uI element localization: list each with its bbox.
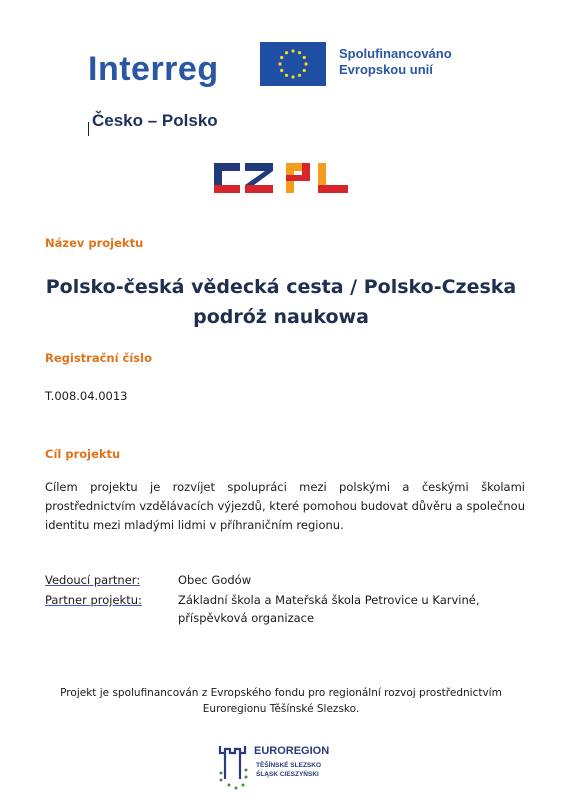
- lead-partner-label: [45, 573, 140, 587]
- registration-number: T.008.04.0013: [45, 389, 128, 403]
- eu-text-line2: Evropskou unií: [339, 62, 433, 77]
- funding-note-line1: Projekt je spolufinancován z Evropského fondu pro regionální rozvoj prostřednictvím: [60, 687, 502, 699]
- registration-label: Registrační číslo: [45, 351, 152, 365]
- project-name-label: Název projektu: [45, 236, 144, 250]
- text-cursor: [88, 122, 89, 136]
- program-name: Česko – Polsko: [92, 111, 218, 130]
- project-partner-label-text: Partner projektu:: [45, 593, 142, 607]
- project-title: [40, 272, 522, 332]
- euroregion-subtitle: [256, 761, 321, 779]
- project-partner-label: [45, 593, 142, 607]
- project-title-line2: podróż naukowa: [193, 306, 369, 328]
- project-partner-value-line2: příspěvková organizace: [178, 611, 315, 625]
- eu-flag-icon: [260, 42, 326, 86]
- project-title-line1: Polsko-česká vědecká cesta / Polsko-Czeska: [45, 276, 517, 298]
- funding-note-line2: Euroregionu Těšínské Slezsko.: [202, 703, 360, 715]
- eu-cofunding-text: [339, 46, 452, 78]
- interreg-logo-text: Interreg: [88, 50, 219, 88]
- euroregion-sub-line2: ŚLĄSK CIESZYŃSKI: [256, 771, 319, 778]
- goal-text: Cílem projektu je rozvíjet spolupráci mezi polskými a českými školami prostřednictvím vzdělávacích výjezdů, které pomohou budovat důvěru a společnou identitu mezi mladými lidmi v příhraničním regionu.: [45, 480, 525, 532]
- lead-partner-value: Obec Godów: [178, 573, 252, 587]
- euroregion-title: EUROREGION: [254, 745, 330, 757]
- euroregion-tower-icon: [216, 743, 252, 797]
- cz-pl-logo: [214, 163, 350, 197]
- eu-text-line1: Spolufinancováno: [339, 46, 452, 61]
- funding-note: [40, 685, 522, 717]
- euroregion-sub-line1: TĚŠÍNSKÉ SLEZSKO: [256, 762, 322, 769]
- lead-partner-label-text: Vedoucí partner:: [45, 573, 141, 587]
- project-partner-value-line1: Základní škola a Mateřská škola Petrovice u Karviné,: [178, 593, 480, 607]
- goal-label: Cíl projektu: [45, 447, 121, 461]
